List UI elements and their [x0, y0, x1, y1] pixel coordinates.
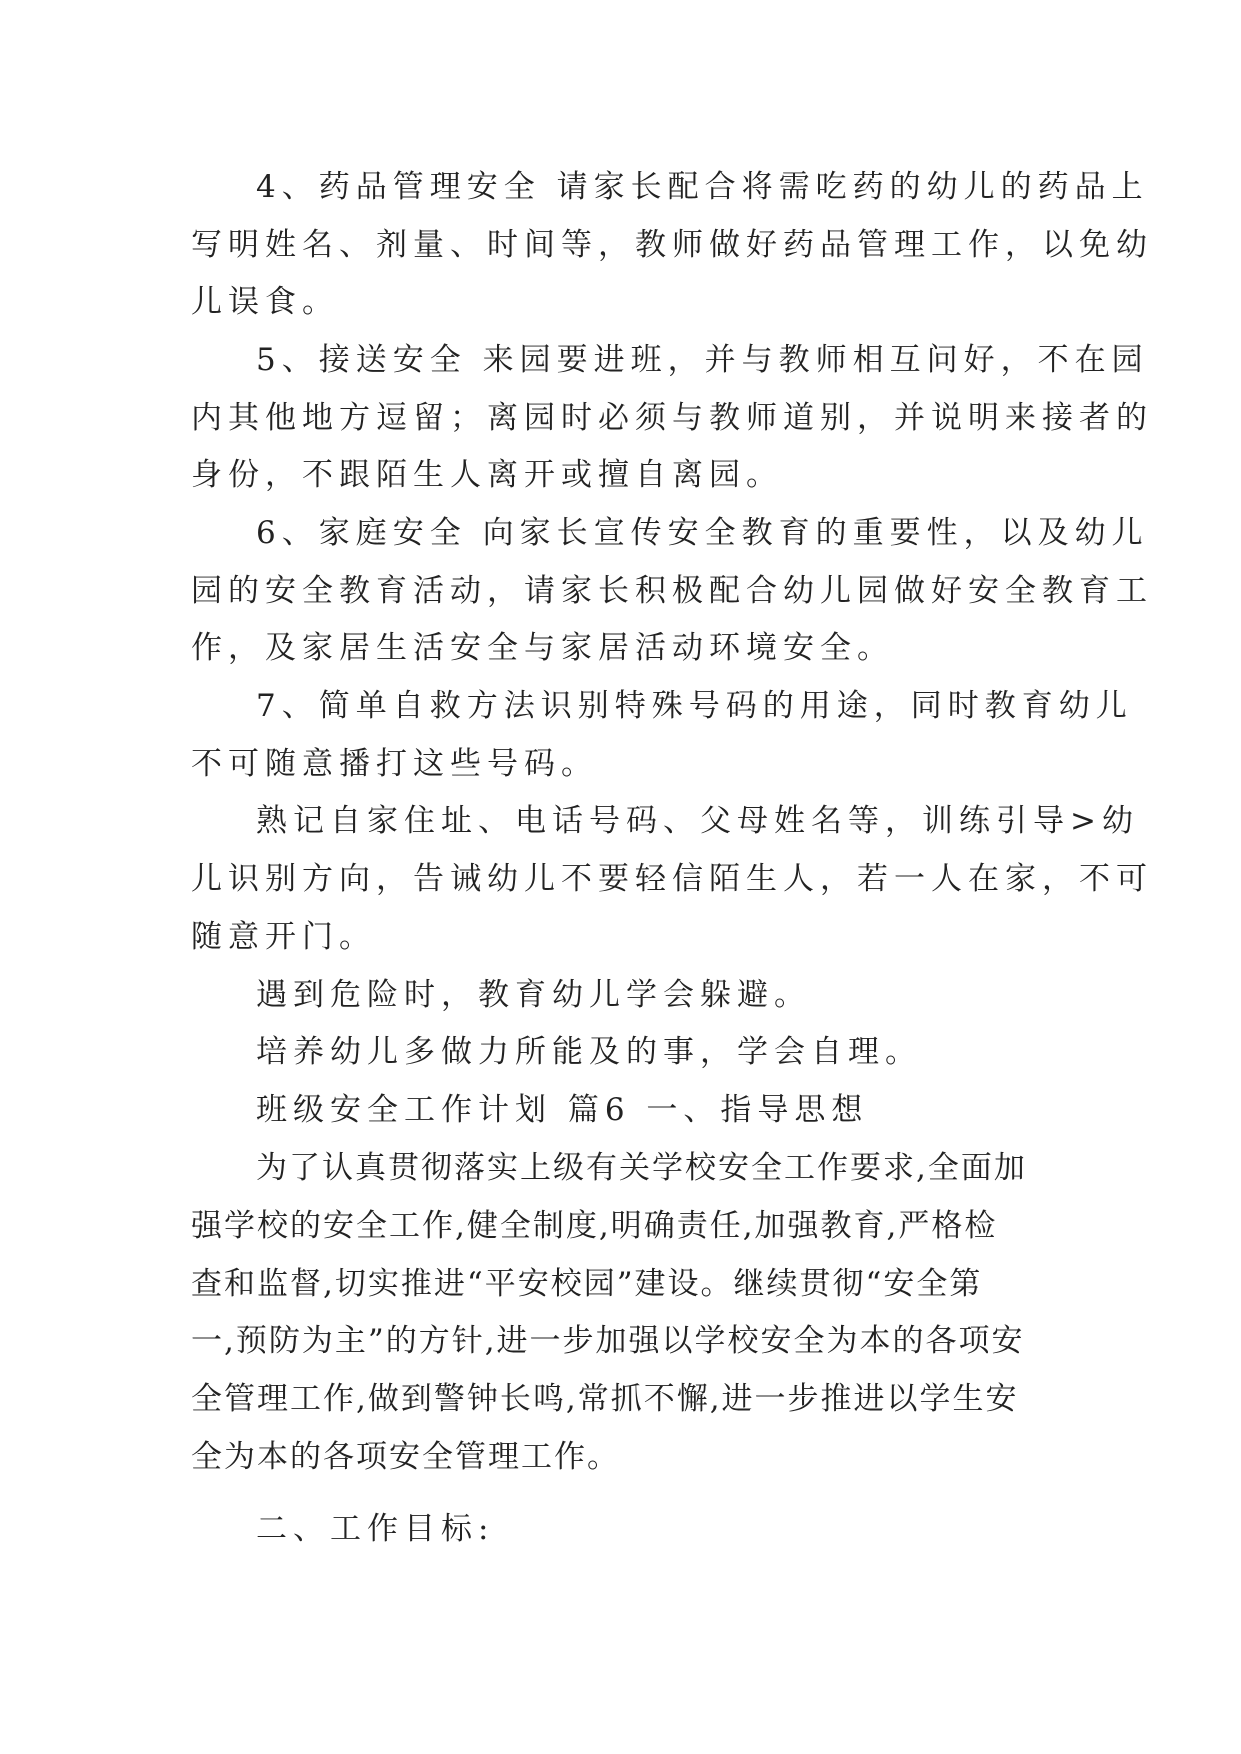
text-line: 培养幼儿多做力所能及的事，学会自理。	[256, 1034, 922, 1070]
section-heading: 班级安全工作计划 篇6 一、指导思想	[256, 1092, 869, 1128]
text-line: 儿误食。	[191, 284, 339, 320]
text-line: 全管理工作,做到警钟长鸣,常抓不懈,进一步推进以学生安	[191, 1381, 1019, 1417]
text-line: 5、接送安全 来园要进班，并与教师相互问好，不在园	[256, 342, 1149, 378]
text-line: 4、药品管理安全 请家长配合将需吃药的幼儿的药品上	[256, 169, 1149, 205]
text-line: 不可随意播打这些号码。	[191, 746, 598, 782]
text-line: 随意开门。	[191, 919, 376, 955]
text-line: 强学校的安全工作,健全制度,明确责任,加强教育,严格检	[191, 1208, 998, 1244]
text-line: 身份，不跟陌生人离开或擅自离园。	[191, 457, 783, 493]
text-line: 写明姓名、剂量、时间等，教师做好药品管理工作，以免幼	[191, 227, 1153, 263]
text-line: 为了认真贯彻落实上级有关学校安全工作要求,全面加	[256, 1150, 1027, 1186]
text-line: 内其他地方逗留；离园时必须与教师道别，并说明来接者的	[191, 400, 1153, 436]
text-line: 6、家庭安全 向家长宣传安全教育的重要性，以及幼儿	[256, 515, 1149, 551]
text-line: 查和监督,切实推进“平安校园”建设。继续贯彻“安全第	[191, 1266, 983, 1302]
text-line: 一,预防为主”的方针,进一步加强以学校安全为本的各项安	[191, 1323, 1025, 1359]
text-line: 儿识别方向，告诫幼儿不要轻信陌生人，若一人在家，不可	[191, 861, 1153, 897]
text-line: 全为本的各项安全管理工作。	[191, 1439, 620, 1475]
text-line: 作，及家居生活安全与家居活动环境安全。	[191, 630, 894, 666]
text-line: 熟记自家住址、电话号码、父母姓名等，训练引导>幼	[256, 803, 1139, 839]
text-line: 园的安全教育活动，请家长积极配合幼儿园做好安全教育工	[191, 573, 1153, 609]
text-line: 7、简单自救方法识别特殊号码的用途，同时教育幼儿	[256, 688, 1133, 724]
text-line: 遇到危险时，教育幼儿学会躲避。	[256, 977, 811, 1013]
section-heading: 二、工作目标:	[256, 1511, 495, 1547]
